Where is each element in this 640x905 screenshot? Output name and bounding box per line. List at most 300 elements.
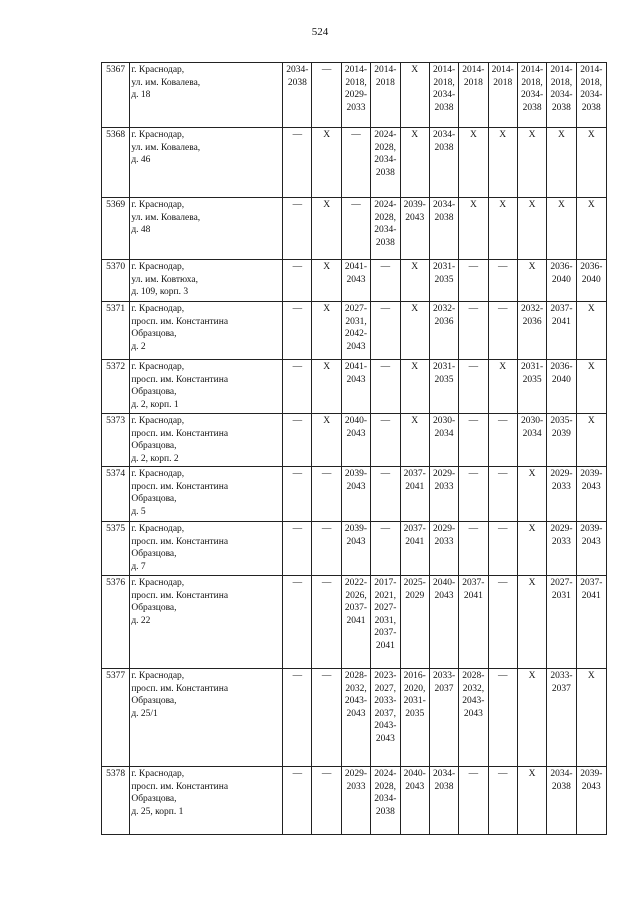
period-line: 2037- — [580, 578, 603, 588]
period-line: X — [499, 130, 507, 140]
address-cell — [130, 260, 283, 302]
period-cell — [517, 522, 546, 576]
period-line: X — [528, 769, 536, 779]
period-line: — — [292, 769, 303, 779]
period-cell — [517, 467, 546, 522]
period-line: — — [292, 469, 303, 479]
period-line: — — [380, 524, 391, 534]
period-line: 2018 — [375, 77, 395, 88]
address-line: д. 109, корп. 3 — [131, 287, 189, 297]
period-cell — [547, 302, 576, 360]
row-number: 5370 — [102, 260, 130, 302]
period-line: 2037- — [403, 524, 426, 534]
period-line: 2037- — [462, 578, 485, 588]
period-line: 2027- — [344, 304, 368, 314]
period-line: 2036 — [434, 316, 454, 327]
period-line: 2041 — [346, 615, 366, 626]
period-line: — — [468, 524, 479, 534]
row-number: 5371 — [102, 302, 130, 360]
period-line: 2043- — [374, 721, 397, 731]
address-line: д. 48 — [131, 225, 151, 235]
period-line: 2037- — [550, 304, 573, 314]
period-line: 2018, — [433, 77, 455, 88]
period-line: 2039- — [580, 524, 603, 534]
period-line: 2032, — [345, 683, 367, 694]
period-cell — [459, 360, 488, 414]
period-cell — [576, 669, 606, 767]
period-line: 2018 — [463, 77, 483, 88]
table-row — [102, 128, 607, 198]
period-cell — [576, 522, 606, 576]
period-cell — [488, 302, 517, 360]
address-line: ул. им. Ковалева, — [131, 142, 201, 153]
period-line: 2039 — [551, 428, 571, 439]
period-line: X — [587, 362, 595, 372]
period-cell — [576, 260, 606, 302]
period-line: — — [497, 769, 508, 779]
period-cell — [341, 260, 370, 302]
period-cell — [429, 198, 458, 260]
address-line: д. 22 — [131, 615, 151, 626]
period-line: X — [528, 262, 536, 272]
period-line: 2043 — [581, 781, 601, 792]
period-line: X — [528, 524, 536, 534]
period-line: 2040 — [551, 274, 571, 285]
period-line: 2033- — [432, 671, 456, 681]
period-cell — [312, 522, 341, 576]
period-cell — [341, 198, 370, 260]
period-line: — — [497, 262, 508, 272]
period-cell — [459, 467, 488, 522]
period-line: 2016- — [403, 671, 426, 681]
address-line: просп. им. Константина — [131, 536, 229, 547]
period-line: 2039- — [580, 469, 603, 479]
address-line: г. Краснодар, — [131, 416, 185, 426]
period-line: 2031- — [432, 262, 456, 272]
period-cell — [547, 63, 576, 128]
period-line: 2043 — [463, 708, 483, 719]
period-line: — — [292, 262, 303, 272]
address-line: д. 18 — [131, 90, 151, 100]
period-line: 2035 — [434, 274, 454, 285]
period-line: 2036- — [580, 262, 603, 272]
period-line: 2033 — [434, 536, 454, 547]
period-cell — [576, 576, 606, 669]
period-line: 2014- — [344, 65, 368, 75]
period-line: X — [528, 469, 536, 479]
address-cell — [130, 414, 283, 467]
period-cell — [283, 128, 312, 198]
address-line: г. Краснодар, — [131, 304, 185, 314]
address-line: просп. им. Константина — [131, 481, 229, 492]
period-line: 2036- — [550, 362, 573, 372]
period-cell — [312, 63, 341, 128]
address-line: д. 2, корп. 1 — [131, 399, 179, 410]
period-line: 2031, — [345, 316, 367, 327]
period-line: 2034- — [374, 794, 397, 804]
period-cell — [576, 360, 606, 414]
table-row — [102, 198, 607, 260]
period-line: — — [292, 671, 303, 681]
period-cell — [341, 669, 370, 767]
period-line: 2034 — [434, 428, 454, 439]
period-line: X — [323, 304, 331, 314]
period-cell — [488, 260, 517, 302]
period-cell — [488, 522, 517, 576]
period-line: 2032- — [432, 304, 456, 314]
period-line: 2035- — [550, 416, 573, 426]
period-line: 2028- — [462, 671, 485, 681]
period-line: X — [411, 304, 419, 314]
period-line: 2029- — [432, 469, 456, 479]
period-line: 2022- — [344, 578, 368, 588]
period-cell — [517, 302, 546, 360]
period-cell — [371, 467, 400, 522]
period-cell — [400, 128, 429, 198]
period-cell — [576, 767, 606, 835]
address-line: просп. им. Константина — [131, 590, 229, 601]
period-line: 2038 — [551, 102, 571, 113]
row-number: 5367 — [102, 63, 130, 128]
period-line: — — [380, 416, 391, 426]
period-cell — [312, 198, 341, 260]
period-line: — — [321, 469, 332, 479]
period-line: 2026, — [345, 590, 367, 601]
period-cell — [429, 767, 458, 835]
period-cell — [488, 198, 517, 260]
period-line: 2029- — [550, 524, 573, 534]
period-cell — [371, 414, 400, 467]
row-number: 5372 — [102, 360, 130, 414]
period-line: X — [587, 416, 595, 426]
period-line: 2038 — [375, 806, 395, 817]
address-line: д. 46 — [131, 155, 151, 165]
period-cell — [576, 467, 606, 522]
address-line: д. 25/1 — [131, 708, 158, 719]
period-line: — — [468, 769, 479, 779]
period-line: X — [411, 416, 419, 426]
period-line: 2038 — [375, 237, 395, 248]
period-line: 2041- — [344, 262, 368, 272]
period-cell — [517, 260, 546, 302]
period-line: — — [497, 469, 508, 479]
address-line: г. Краснодар, — [131, 524, 185, 534]
period-cell — [547, 260, 576, 302]
period-line: 2038 — [434, 102, 454, 113]
period-cell — [341, 63, 370, 128]
period-line: 2018 — [493, 77, 513, 88]
period-cell — [576, 302, 606, 360]
period-cell — [371, 63, 400, 128]
period-line: — — [497, 416, 508, 426]
period-cell — [371, 767, 400, 835]
row-number: 5373 — [102, 414, 130, 467]
period-line: — — [468, 416, 479, 426]
period-cell — [547, 198, 576, 260]
address-cell — [130, 302, 283, 360]
period-line: X — [499, 200, 507, 210]
period-line: 2040- — [344, 416, 368, 426]
period-line: 2031- — [520, 362, 544, 372]
period-cell — [459, 576, 488, 669]
period-line: 2037 — [551, 683, 571, 694]
period-line: 2024- — [374, 769, 397, 779]
period-cell — [576, 198, 606, 260]
period-line: X — [499, 362, 507, 372]
period-line: 2028, — [374, 212, 397, 223]
period-line: 2041 — [463, 590, 483, 601]
period-line: 2028- — [344, 671, 368, 681]
period-line: 2043 — [581, 536, 601, 547]
period-cell — [547, 522, 576, 576]
period-cell — [576, 414, 606, 467]
period-line: 2023- — [374, 671, 397, 681]
period-line: — — [351, 200, 361, 210]
period-line: 2043 — [346, 374, 366, 385]
period-line: 2038 — [522, 102, 542, 113]
address-line: г. Краснодар, — [131, 200, 185, 210]
period-line: — — [292, 416, 303, 426]
period-line: 2033 — [346, 781, 366, 792]
period-cell — [283, 414, 312, 467]
address-line: ул. им. Ковалева, — [131, 77, 201, 88]
period-cell — [459, 128, 488, 198]
period-line: — — [468, 262, 479, 272]
period-cell — [459, 414, 488, 467]
period-line: — — [292, 200, 303, 210]
period-line: 2030- — [432, 416, 456, 426]
address-line: просп. им. Константина — [131, 428, 229, 439]
period-line: 2017- — [374, 578, 397, 588]
period-cell — [547, 669, 576, 767]
address-line: д. 2 — [131, 341, 146, 352]
period-cell — [517, 414, 546, 467]
address-cell — [130, 63, 283, 128]
table-row — [102, 767, 607, 835]
period-cell — [400, 767, 429, 835]
period-line: 2043 — [434, 590, 454, 601]
period-line: 2034- — [550, 769, 573, 779]
period-line: 2038 — [434, 142, 454, 153]
address-cell — [130, 360, 283, 414]
period-cell — [576, 128, 606, 198]
period-line: 2029- — [344, 769, 368, 779]
period-line: — — [380, 262, 391, 272]
period-cell — [312, 360, 341, 414]
period-line: 2041 — [375, 640, 395, 651]
period-cell — [341, 414, 370, 467]
period-line: 2034- — [432, 130, 456, 140]
period-cell — [429, 128, 458, 198]
period-cell — [312, 467, 341, 522]
period-line: 2039- — [403, 200, 426, 210]
period-line: 2038 — [375, 167, 395, 178]
period-cell — [547, 128, 576, 198]
period-cell — [429, 576, 458, 669]
period-cell — [400, 360, 429, 414]
period-line: 2041 — [405, 481, 425, 492]
period-line: 2041- — [344, 362, 368, 372]
period-cell — [459, 522, 488, 576]
address-line: Образцова, — [131, 696, 177, 706]
period-line: 2027- — [550, 578, 573, 588]
address-line: г. Краснодар, — [131, 469, 185, 479]
period-cell — [341, 360, 370, 414]
row-number: 5368 — [102, 128, 130, 198]
period-line: X — [323, 200, 331, 210]
period-line: 2029- — [344, 90, 368, 100]
period-cell — [488, 63, 517, 128]
period-line: X — [411, 65, 419, 75]
row-number: 5378 — [102, 767, 130, 835]
address-cell — [130, 522, 283, 576]
period-cell — [459, 767, 488, 835]
period-cell — [517, 576, 546, 669]
address-line: просп. им. Константина — [131, 374, 229, 385]
period-cell — [429, 414, 458, 467]
period-line: 2043 — [581, 481, 601, 492]
period-cell — [312, 576, 341, 669]
period-cell — [429, 522, 458, 576]
address-line: просп. им. Константина — [131, 683, 229, 694]
period-line: 2034- — [286, 65, 309, 75]
table-row — [102, 360, 607, 414]
period-line: — — [321, 524, 332, 534]
table-row — [102, 522, 607, 576]
period-line: 2031- — [403, 696, 426, 706]
period-cell — [371, 198, 400, 260]
period-cell — [547, 360, 576, 414]
period-line: — — [292, 130, 303, 140]
period-line: 2034- — [432, 200, 456, 210]
period-line: 2014- — [462, 65, 485, 75]
period-cell — [371, 302, 400, 360]
period-cell — [341, 467, 370, 522]
period-line: X — [587, 304, 595, 314]
period-line: 2043 — [346, 341, 366, 352]
period-line: 2033 — [346, 102, 366, 113]
address-line: просп. им. Константина — [131, 781, 229, 792]
period-line: — — [351, 130, 361, 140]
period-cell — [459, 198, 488, 260]
period-line: 2033- — [374, 696, 397, 706]
period-cell — [283, 302, 312, 360]
address-line: д. 5 — [131, 506, 146, 517]
address-line: Образцова, — [131, 794, 177, 804]
period-line: 2034- — [580, 90, 603, 100]
period-line: — — [380, 362, 391, 372]
period-cell — [547, 414, 576, 467]
period-cell — [459, 302, 488, 360]
period-line: 2033 — [434, 481, 454, 492]
period-line: 2028, — [374, 781, 397, 792]
period-cell — [488, 467, 517, 522]
period-line: X — [469, 130, 477, 140]
period-cell — [400, 260, 429, 302]
period-cell — [459, 669, 488, 767]
address-line: г. Краснодар, — [131, 578, 185, 588]
period-cell — [283, 576, 312, 669]
period-line: — — [497, 304, 508, 314]
period-cell — [371, 360, 400, 414]
period-cell — [429, 467, 458, 522]
period-line: 2028, — [374, 142, 397, 153]
period-line: — — [497, 671, 508, 681]
address-line: Образцова, — [131, 329, 177, 339]
address-line: д. 2, корп. 2 — [131, 453, 179, 464]
period-line: 2034 — [522, 428, 542, 439]
period-cell — [400, 302, 429, 360]
period-cell — [283, 467, 312, 522]
address-line: г. Краснодар, — [131, 362, 185, 372]
period-line: — — [321, 769, 332, 779]
address-cell — [130, 467, 283, 522]
period-cell — [371, 522, 400, 576]
period-line: X — [557, 200, 565, 210]
page-number: 524 — [311, 26, 329, 38]
period-cell — [429, 360, 458, 414]
period-line: 2038 — [581, 102, 601, 113]
period-line: 2037- — [374, 628, 397, 638]
period-line: 2018, — [550, 77, 573, 88]
period-line: 2029 — [405, 590, 425, 601]
address-line: г. Краснодар, — [131, 262, 185, 272]
period-line: 2035 — [405, 708, 425, 719]
period-cell — [341, 302, 370, 360]
period-cell — [312, 260, 341, 302]
period-cell — [312, 767, 341, 835]
period-line: 2043 — [405, 212, 425, 223]
period-line: 2021, — [374, 590, 397, 601]
period-line: — — [497, 578, 508, 588]
address-line: Образцова, — [131, 387, 177, 397]
period-line: 2031, — [374, 615, 397, 626]
period-line: 2035 — [522, 374, 542, 385]
period-cell — [547, 767, 576, 835]
period-line: — — [380, 469, 391, 479]
period-line: X — [587, 200, 595, 210]
period-line: X — [469, 200, 477, 210]
period-line: 2029- — [550, 469, 573, 479]
period-line: 2027, — [374, 683, 397, 694]
period-cell — [517, 669, 546, 767]
period-line: 2033 — [551, 481, 571, 492]
period-cell — [283, 360, 312, 414]
period-cell — [400, 669, 429, 767]
period-cell — [459, 63, 488, 128]
period-line: 2032, — [462, 683, 485, 694]
period-cell — [371, 128, 400, 198]
period-cell — [312, 302, 341, 360]
period-line: 2030- — [520, 416, 544, 426]
period-cell — [341, 522, 370, 576]
period-line: X — [587, 130, 595, 140]
period-cell — [429, 260, 458, 302]
table-row — [102, 260, 607, 302]
address-cell — [130, 128, 283, 198]
period-line: — — [468, 362, 479, 372]
period-cell — [341, 576, 370, 669]
period-line: 2043 — [346, 274, 366, 285]
period-line: 2038 — [434, 781, 454, 792]
period-line: 2041 — [405, 536, 425, 547]
row-number: 5377 — [102, 669, 130, 767]
period-line: 2038 — [551, 781, 571, 792]
period-line: 2043- — [344, 696, 368, 706]
period-cell — [459, 260, 488, 302]
period-line: 2020, — [404, 683, 426, 694]
period-line: 2039- — [580, 769, 603, 779]
